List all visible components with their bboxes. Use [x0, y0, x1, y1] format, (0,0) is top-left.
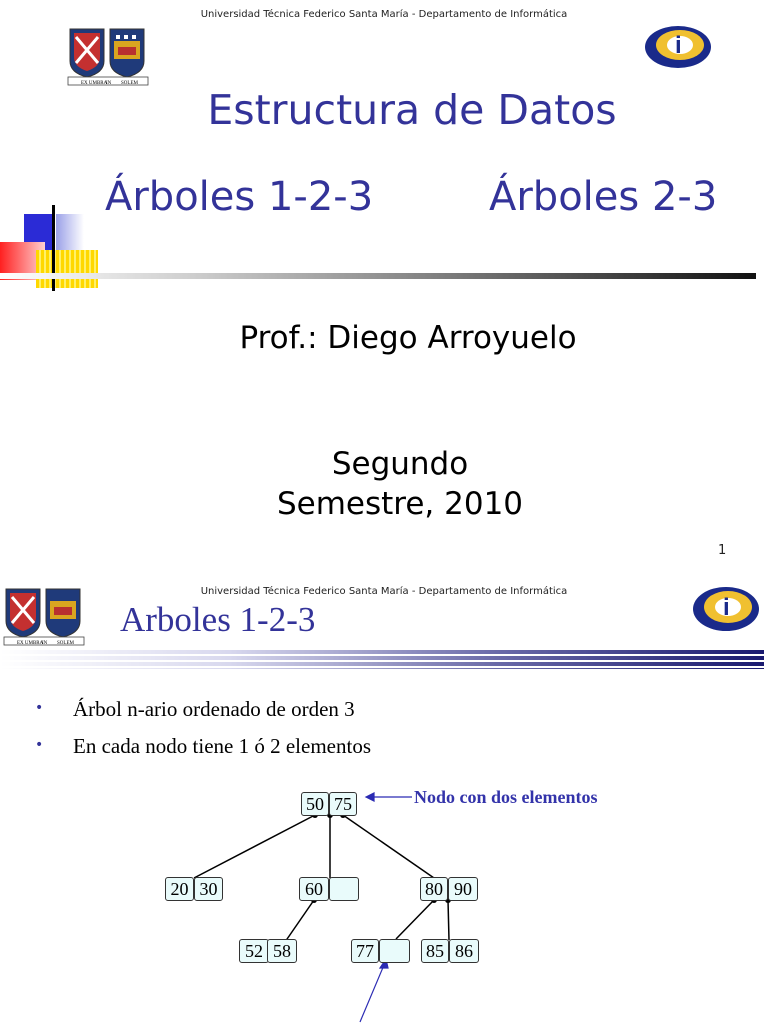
slide2-title: Arboles 1-2-3	[120, 600, 316, 639]
subtitle-left: Árboles 1-2-3	[105, 174, 374, 220]
slide1-header: Universidad Técnica Federico Santa María - Departamento de Informática	[200, 9, 568, 20]
crest-motto-3: SOLEM	[121, 81, 138, 86]
dept-logo-letter: i	[675, 32, 682, 59]
tree-node-l2a-key-1: 52	[239, 939, 269, 963]
slide1-title: Estructura de Datos	[207, 86, 617, 134]
tree-node-l2b-key-1: 77	[351, 939, 379, 963]
slide2-header: Universidad Técnica Federico Santa María - Departamento de Informática	[200, 586, 568, 597]
tree-node-l1c-key-1: 80	[420, 877, 448, 901]
bullet-text-2: En cada nodo tiene 1 ó 2 elementos	[73, 734, 371, 758]
tree-node-l1b-key-2	[329, 877, 359, 901]
subtitle-right: Árboles 2-3	[489, 174, 718, 220]
tree-node-l1a-key-1: 20	[165, 877, 194, 901]
term-line-2: Semestre, 2010	[276, 486, 524, 522]
crest-motto-1: EX UMBRA	[81, 81, 108, 86]
crest2-motto-1: EX UMBRA	[17, 641, 44, 646]
page-number: 1	[718, 543, 727, 558]
crest2-motto-3: SOLEM	[57, 641, 74, 646]
crest-motto-2: IN	[106, 81, 112, 86]
tree-node-l2a-key-2: 58	[267, 939, 297, 963]
tree-node-l1a-key-2: 30	[194, 877, 223, 901]
bullet-dot-2: •	[35, 737, 44, 753]
tree-node-l1b-key-1: 60	[299, 877, 329, 901]
bullet-dot-1: •	[35, 700, 44, 716]
tree-node-l2c-key-1: 85	[421, 939, 449, 963]
bullet-text-1: Árbol n-ario ordenado de orden 3	[73, 697, 355, 721]
callout-label: Nodo con dos elementos	[414, 787, 598, 807]
dept-logo2-letter: i	[723, 594, 730, 621]
tree-node-l2b-key-2	[379, 939, 410, 963]
tree-node-root-key-2: 75	[329, 792, 357, 816]
tree-node-l1c-key-2: 90	[448, 877, 478, 901]
term-line-1: Segundo	[331, 446, 469, 482]
tree-node-root-key-1: 50	[301, 792, 329, 816]
professor-name: Prof.: Diego Arroyuelo	[239, 320, 577, 356]
tree-node-l2c-key-2: 86	[449, 939, 479, 963]
crest2-motto-2: IN	[42, 641, 48, 646]
